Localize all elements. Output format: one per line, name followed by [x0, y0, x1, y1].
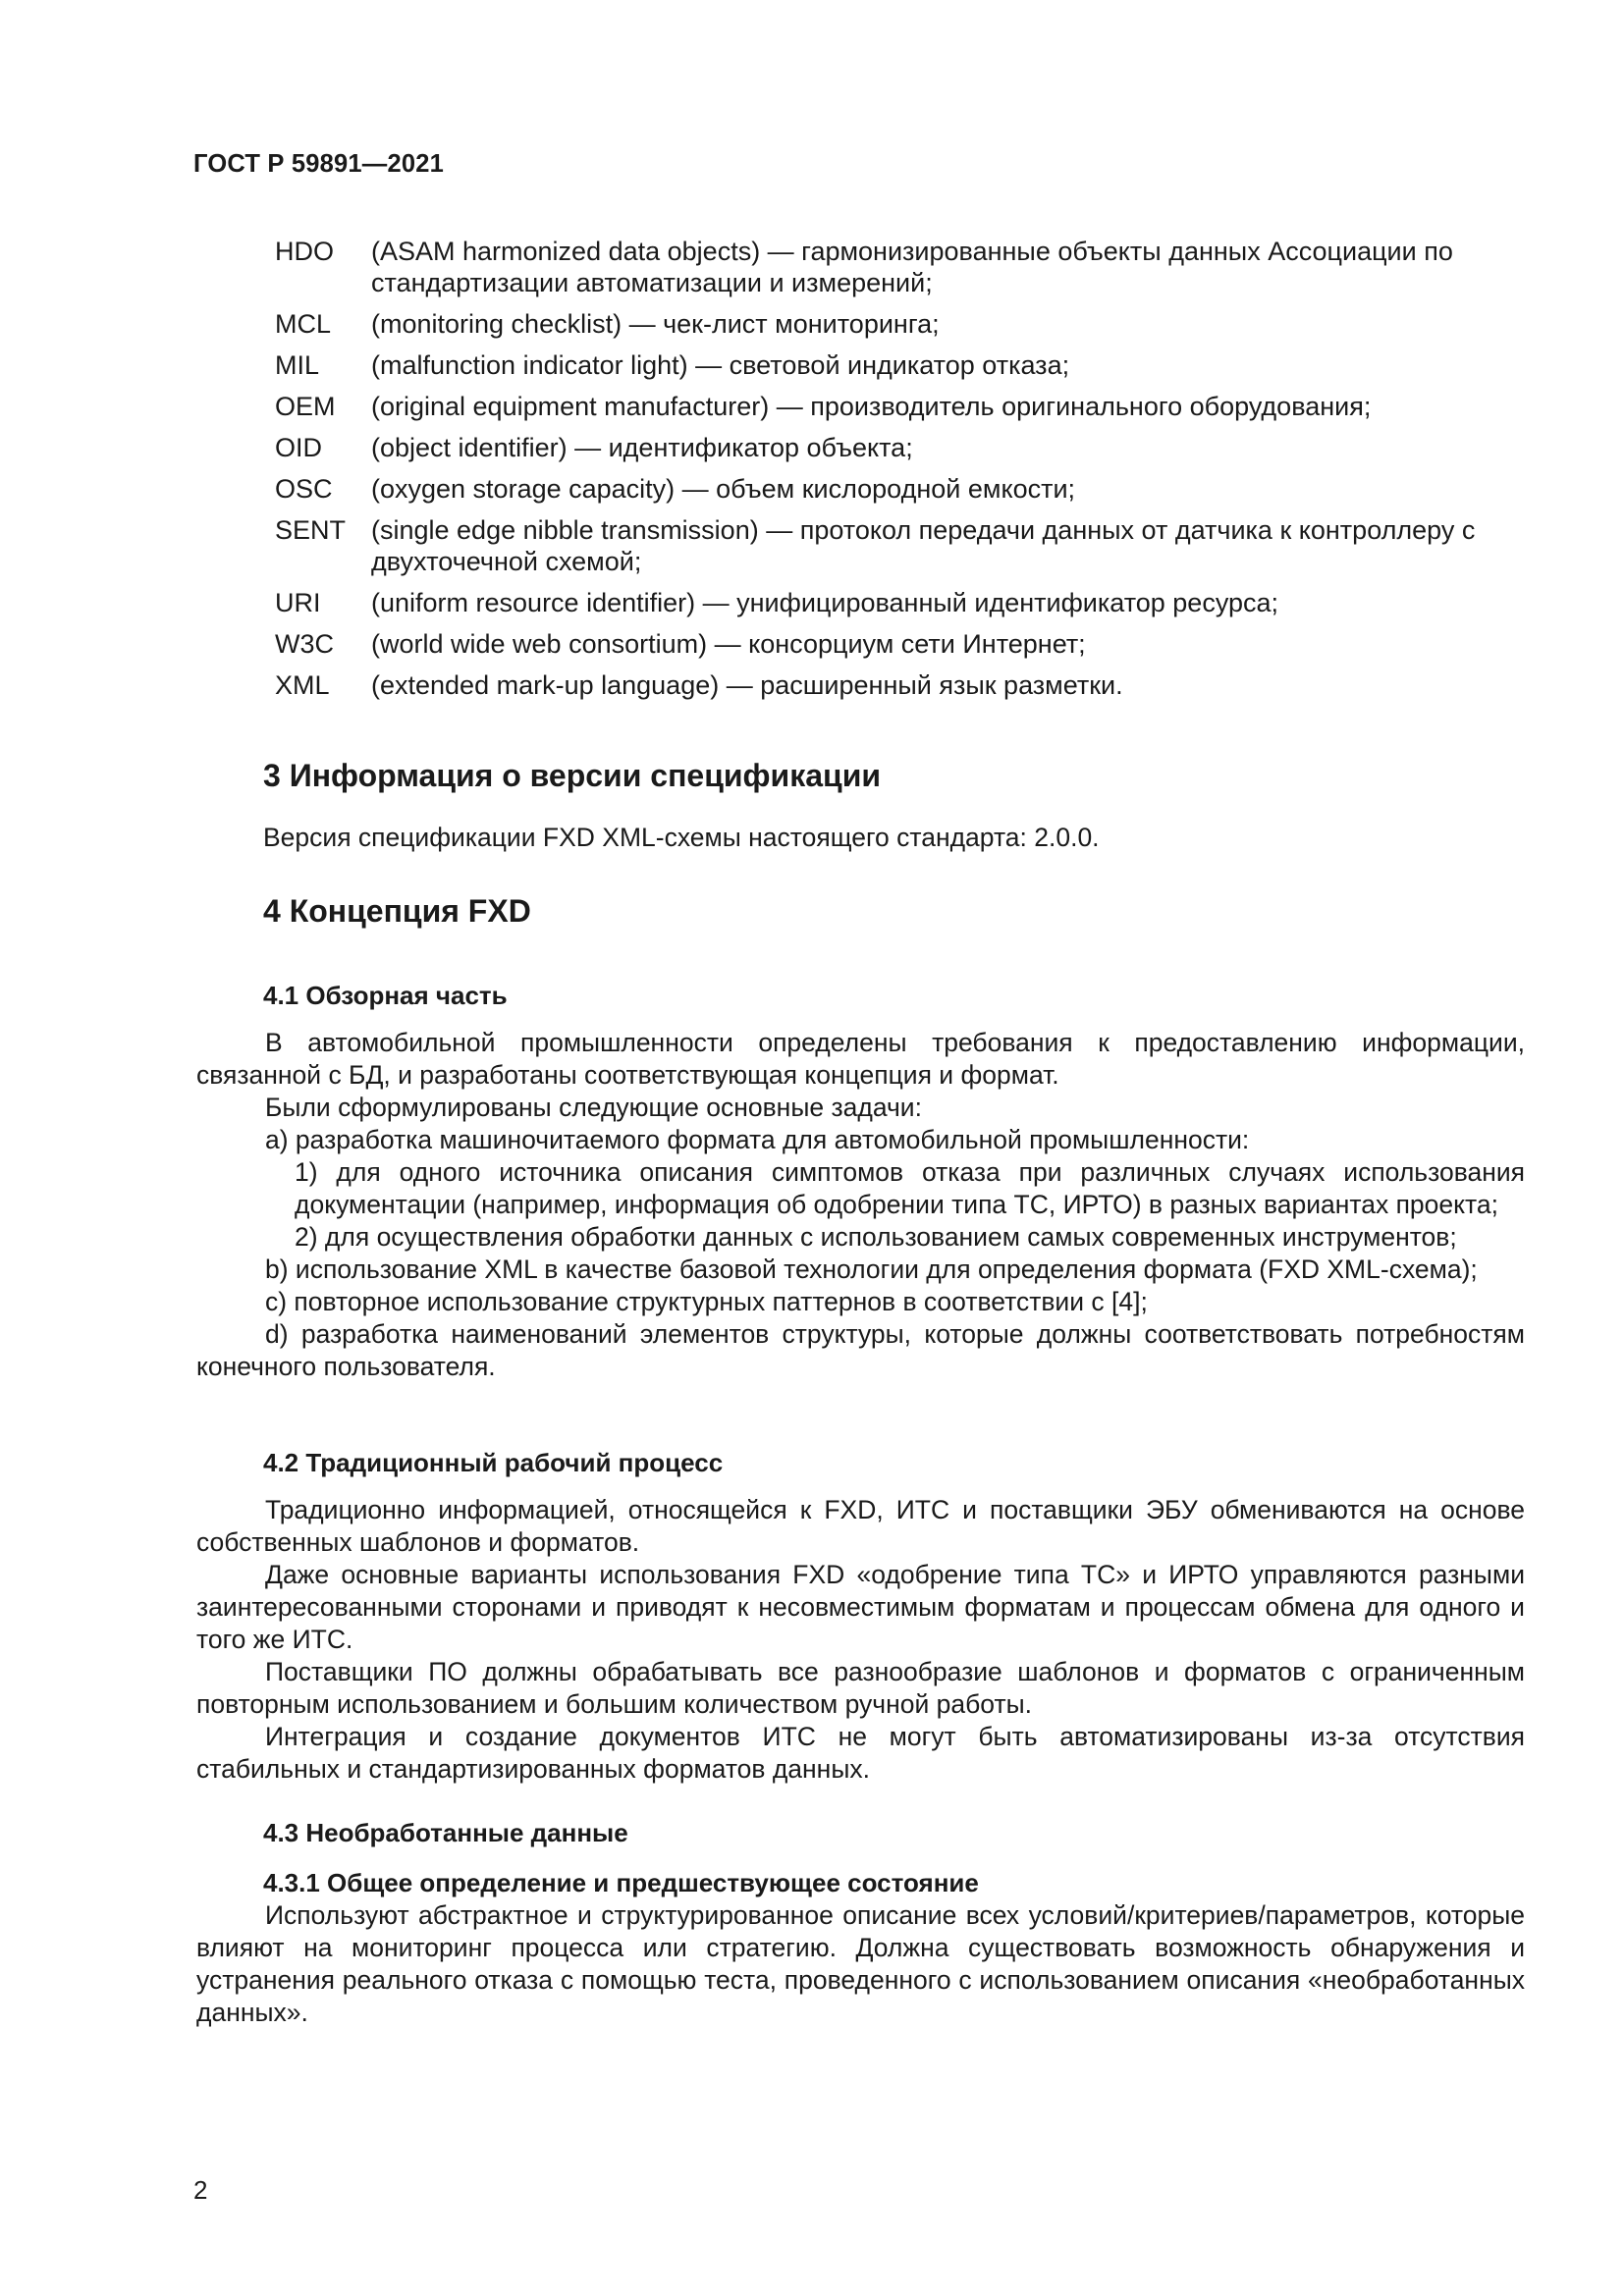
abbreviation-row — [275, 349, 1522, 381]
abbreviation-definition: (original equipment manufacturer) — производитель оригинального оборудования; — [371, 392, 1372, 421]
abbreviation-definition: (monitoring checklist) — чек-лист мониторинга; — [371, 309, 940, 339]
section-3-body — [263, 822, 1525, 854]
abbreviation-row — [275, 391, 1522, 422]
paragraph: Используют абстрактное и структурированное описание всех условий/критериев/параметров, которые влияют на мониторинг процесса или стратегию. Должна существовать возможность обнаружения и устранения реального отказа с помощью теста, проведенного с использованием описания «необработанных данных». — [196, 1900, 1525, 2027]
abbreviation-row — [275, 432, 1522, 463]
section-3 — [263, 757, 1525, 794]
abbreviations-list — [275, 236, 1522, 711]
abbreviation-definition: (malfunction indicator light) — световой индикатор отказа; — [371, 350, 1070, 380]
abbreviation-row — [275, 514, 1522, 577]
section-4-heading: 4 Концепция FXD — [263, 893, 531, 929]
abbreviation-definition: (object identifier) — идентификатор объекта; — [371, 433, 913, 462]
section-3-heading: 3 Информация о версии спецификации — [263, 758, 882, 793]
abbreviation-definition: (single edge nibble transmission) — протокол передачи данных от датчика к контроллеру с двухточечной схемой; — [371, 515, 1476, 576]
subsection-4-2-body — [196, 1494, 1525, 1786]
subsection-4-1 — [263, 980, 1525, 1011]
abbreviation-definition: (world wide web consortium) — консорциум сети Интернет; — [371, 629, 1086, 659]
abbreviation-term: URI — [275, 588, 321, 617]
abbreviation-term: OSC — [275, 474, 333, 504]
abbreviation-term: OID — [275, 433, 323, 462]
abbreviation-term: HDO — [275, 237, 334, 266]
abbreviation-row — [275, 236, 1522, 298]
section-3-text: Версия спецификации FXD XML-схемы настоящего стандарта: 2.0.0. — [263, 823, 1100, 852]
list-item: 1) для одного источника описания симптомов отказа при различных случаях использования документации (например, информация об одобрении типа ТС, ИРТО) в разных вариантах проекта; — [295, 1157, 1525, 1219]
list-item: b) использование XML в качестве базовой технологии для определения формата (FXD XML-схема); — [265, 1255, 1478, 1284]
abbreviation-term: MCL — [275, 309, 332, 339]
list-item: d) разработка наименований элементов структуры, которые должны соответствовать потребностям конечного пользователя. — [196, 1319, 1525, 1381]
abbreviation-definition: (uniform resource identifier) — унифицированный идентификатор ресурса; — [371, 588, 1279, 617]
abbreviation-definition: (oxygen storage capacity) — объем кислородной емкости; — [371, 474, 1076, 504]
page-number: 2 — [193, 2175, 208, 2205]
paragraph: В автомобильной промышленности определены требования к предоставлению информации, связанной с БД, и разработаны соответствующая концепция и формат. — [196, 1028, 1525, 1090]
subsection-4-2 — [263, 1447, 1525, 1478]
list-item: 2) для осуществления обработки данных с использованием самых современных инструментов; — [295, 1222, 1457, 1252]
abbreviation-term: MIL — [275, 350, 320, 380]
subsection-4-3-heading: 4.3 Необработанные данные — [263, 1818, 628, 1847]
paragraph: Интеграция и создание документов ИТС не могут быть автоматизированы из-за отсутствия стабильных и стандартизированных форматов данных. — [196, 1722, 1525, 1784]
abbreviation-term: W3C — [275, 629, 334, 659]
document-id: ГОСТ Р 59891—2021 — [193, 150, 445, 178]
subsection-4-3 — [263, 1817, 1525, 1848]
abbreviation-term: OEM — [275, 392, 336, 421]
abbreviation-definition: (extended mark-up language) — расширенный язык разметки. — [371, 670, 1123, 700]
list-item: а) разработка машиночитаемого формата для автомобильной промышленности: — [265, 1125, 1250, 1154]
paragraph: Традиционно информацией, относящейся к FXD, ИТС и поставщики ЭБУ обмениваются на основе собственных шаблонов и форматов. — [196, 1495, 1525, 1557]
abbreviation-row — [275, 473, 1522, 505]
abbreviation-definition: (ASAM harmonized data objects) — гармонизированные объекты данных Ассоциации по стандартизации автоматизации и измерений; — [371, 237, 1453, 297]
abbreviation-term: SENT — [275, 515, 347, 545]
abbreviation-term: XML — [275, 670, 330, 700]
subsection-4-3-1-heading: 4.3.1 Общее определение и предшествующее состояние — [263, 1868, 979, 1897]
subsection-4-3-1 — [263, 1867, 1525, 1898]
subsection-4-2-heading: 4.2 Традиционный рабочий процесс — [263, 1448, 724, 1477]
section-4 — [263, 892, 1525, 930]
abbreviation-row — [275, 669, 1522, 701]
subsection-4-3-1-body — [196, 1899, 1525, 2029]
paragraph: Были сформулированы следующие основные задачи: — [265, 1093, 922, 1122]
paragraph: Поставщики ПО должны обрабатывать все разнообразие шаблонов и форматов с ограниченным повторным использованием и большим количеством ручной работы. — [196, 1657, 1525, 1719]
list-item: c) повторное использование структурных паттернов в соответствии с [4]; — [265, 1287, 1148, 1316]
abbreviation-row — [275, 587, 1522, 618]
subsection-4-1-body — [196, 1027, 1525, 1383]
abbreviation-row — [275, 308, 1522, 340]
subsection-4-1-heading: 4.1 Обзорная часть — [263, 981, 508, 1010]
paragraph: Даже основные варианты использования FXD «одобрение типа ТС» и ИРТО управляются разными заинтересованными сторонами и приводят к несовместимым форматам и процессам обмена для одного и того же ИТС. — [196, 1560, 1525, 1654]
abbreviation-row — [275, 628, 1522, 660]
